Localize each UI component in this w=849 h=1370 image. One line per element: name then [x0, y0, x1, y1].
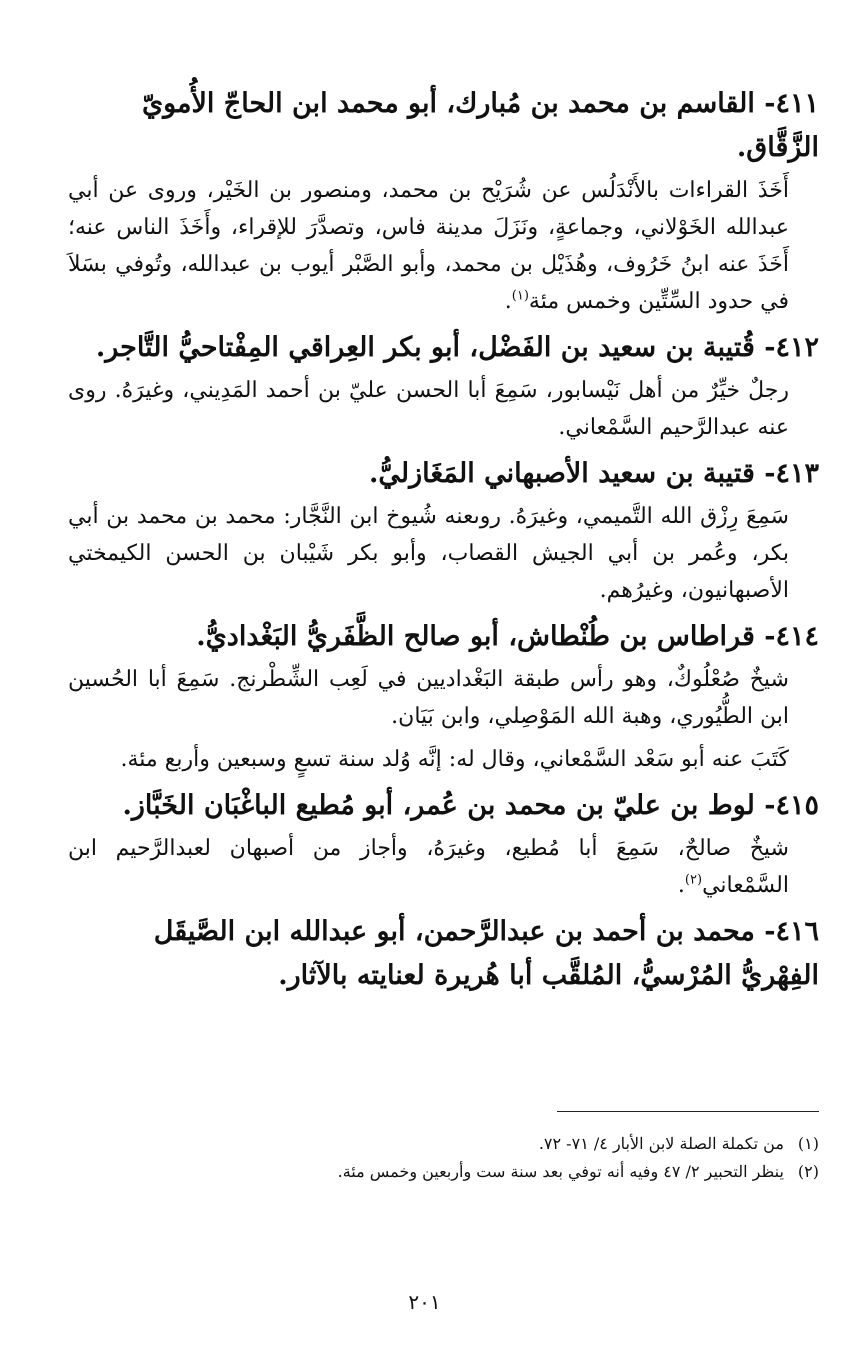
entry-heading: ٤١٥- لوط بن عليّ بن محمد بن عُمر، أبو مُطيع الباغْبَان الخَبَّاز.	[122, 790, 819, 821]
footnote-text: من تكملة الصلة لابن الأبار ٤/ ٧١- ٧٢.	[538, 1134, 784, 1153]
entry-heading: ٤١٤- قراطاس بن طُنْطاش، أبو صالح الظَّفَريُّ البَغْداديُّ.	[196, 621, 819, 652]
page-body	[68, 82, 819, 1000]
footnote-2	[60, 1158, 819, 1186]
entry-text-content: شيخٌ صالحٌ، سَمِعَ أبا مُطيع، وغيرَهُ، وأجاز من أصبهان لعبدالرَّحيم ابن السَّمْعاني	[68, 836, 789, 898]
entry-text: رجلٌ خيِّرٌ من أهل نَيْسابور، سَمِعَ أبا الحسن عليّ بن أحمد المَدِيني، وغيرَهُ. روى عنه عبدالرَّحيم السَّمْعاني.	[68, 378, 789, 440]
entry-text-continued: كَتَبَ عنه أبو سَعْد السَّمْعاني، وقال له: إنَّه وُلد سنة تسعٍ وسبعين وأربع مئة.	[120, 747, 789, 772]
page-number: ٢٠١	[408, 1290, 441, 1314]
footnote-divider	[557, 1111, 819, 1112]
entry-text: أَخَذَ القراءات بالأَنْدَلُس عن شُرَيْح بن محمد، ومنصور بن الخَيْر، وروى عن أبي عبدالله الخَوْلاني، وجماعةٍ، ونَزَلَ مدينة فاس، وتصدَّرَ للإقراء، وأَخَذَ الناس عنه؛ أَخَذَ عنه ابنُ خَرُوف، وهُذَيْل بن محمد، وأبو الصَّبْر أيوب بن عبدالله، وتُوفي بسَلاَ في حدود السِّتِّين وخمس مئة$^{(١)}$.	[68, 178, 789, 314]
entry-heading: ٤١٣- قتيبة بن سعيد الأصبهاني المَغَازليُّ.	[368, 458, 819, 489]
entry-heading: ٤١١- القاسم بن محمد بن مُبارك، أبو محمد ابن الحاجّ الأُمويّ الزَّقَّاق.	[141, 88, 819, 163]
entry-411	[68, 82, 819, 320]
footnotes	[60, 1130, 819, 1186]
footnote-ref[interactable]: (٢)	[684, 872, 703, 888]
entry-text: شيخٌ صُعْلُوكٌ، وهو رأس طبقة البَغْداديين في لَعِب الشِّطْرنج. سَمِعَ أبا الحُسين ابن الطُّيُوري، وهبة الله المَوْصِلي، وابن بَيَان.	[68, 667, 789, 729]
entry-heading: ٤١٦- محمد بن أحمد بن عبدالرَّحمن، أبو عبدالله ابن الصَّيقَل الفِهْريُّ المُرْسيُّ، المُلقَّب أبا هُريرة لعنايته بالآثار.	[153, 916, 819, 991]
entry-416	[68, 910, 819, 998]
footnote-ref[interactable]: (١)	[511, 288, 529, 304]
footnote-text: ينظر التحبير ٢/ ٤٧ وفيه أنه توفي بعد سنة ست وأربعين وخمس مئة.	[337, 1162, 784, 1181]
entry-text-content: أَخَذَ القراءات بالأَنْدَلُس عن شُرَيْح بن محمد، ومنصور بن الخَيْر، وروى عن أبي عبدالله الخَوْلاني، وجماعةٍ، ونَزَلَ مدينة فاس، وتصدَّرَ للإقراء، وأَخَذَ الناس عنه؛ أَخَذَ عنه ابنُ خَرُوف، وهُذَيْل بن محمد، وأبو الصَّبْر أيوب بن عبدالله، وتُوفي بسَلاَ في حدود السِّتِّين وخمس مئة	[68, 178, 789, 314]
entry-415	[68, 784, 819, 904]
entry-text: شيخٌ صالحٌ، سَمِعَ أبا مُطيع، وغيرَهُ، وأجاز من أصبهان لعبدالرَّحيم ابن السَّمْعاني$^{(٢)}$.	[68, 836, 789, 898]
entry-text: سَمِعَ رِزْق الله التَّميمي، وغيرَهُ. روىعنه شُيوخ ابن النَّجَّار: محمد بن محمد بن أبي بكر، وعُمر بن أبي الجيش القصاب، وأبو بكر شَيْبان بن الحسن الكيمختي الأصبهانيون، وغيرُهم.	[68, 504, 789, 603]
footnote-number: (١)	[797, 1134, 819, 1153]
entry-heading: ٤١٢- قُتيبة بن سعيد بن الفَضْل، أبو بكر العِراقي المِفْتاحيُّ التَّاجر.	[95, 332, 819, 363]
entry-414	[68, 615, 819, 778]
entry-413	[68, 452, 819, 609]
entry-412	[68, 326, 819, 446]
footnote-1	[60, 1130, 819, 1158]
footnote-number: (٢)	[797, 1162, 819, 1181]
